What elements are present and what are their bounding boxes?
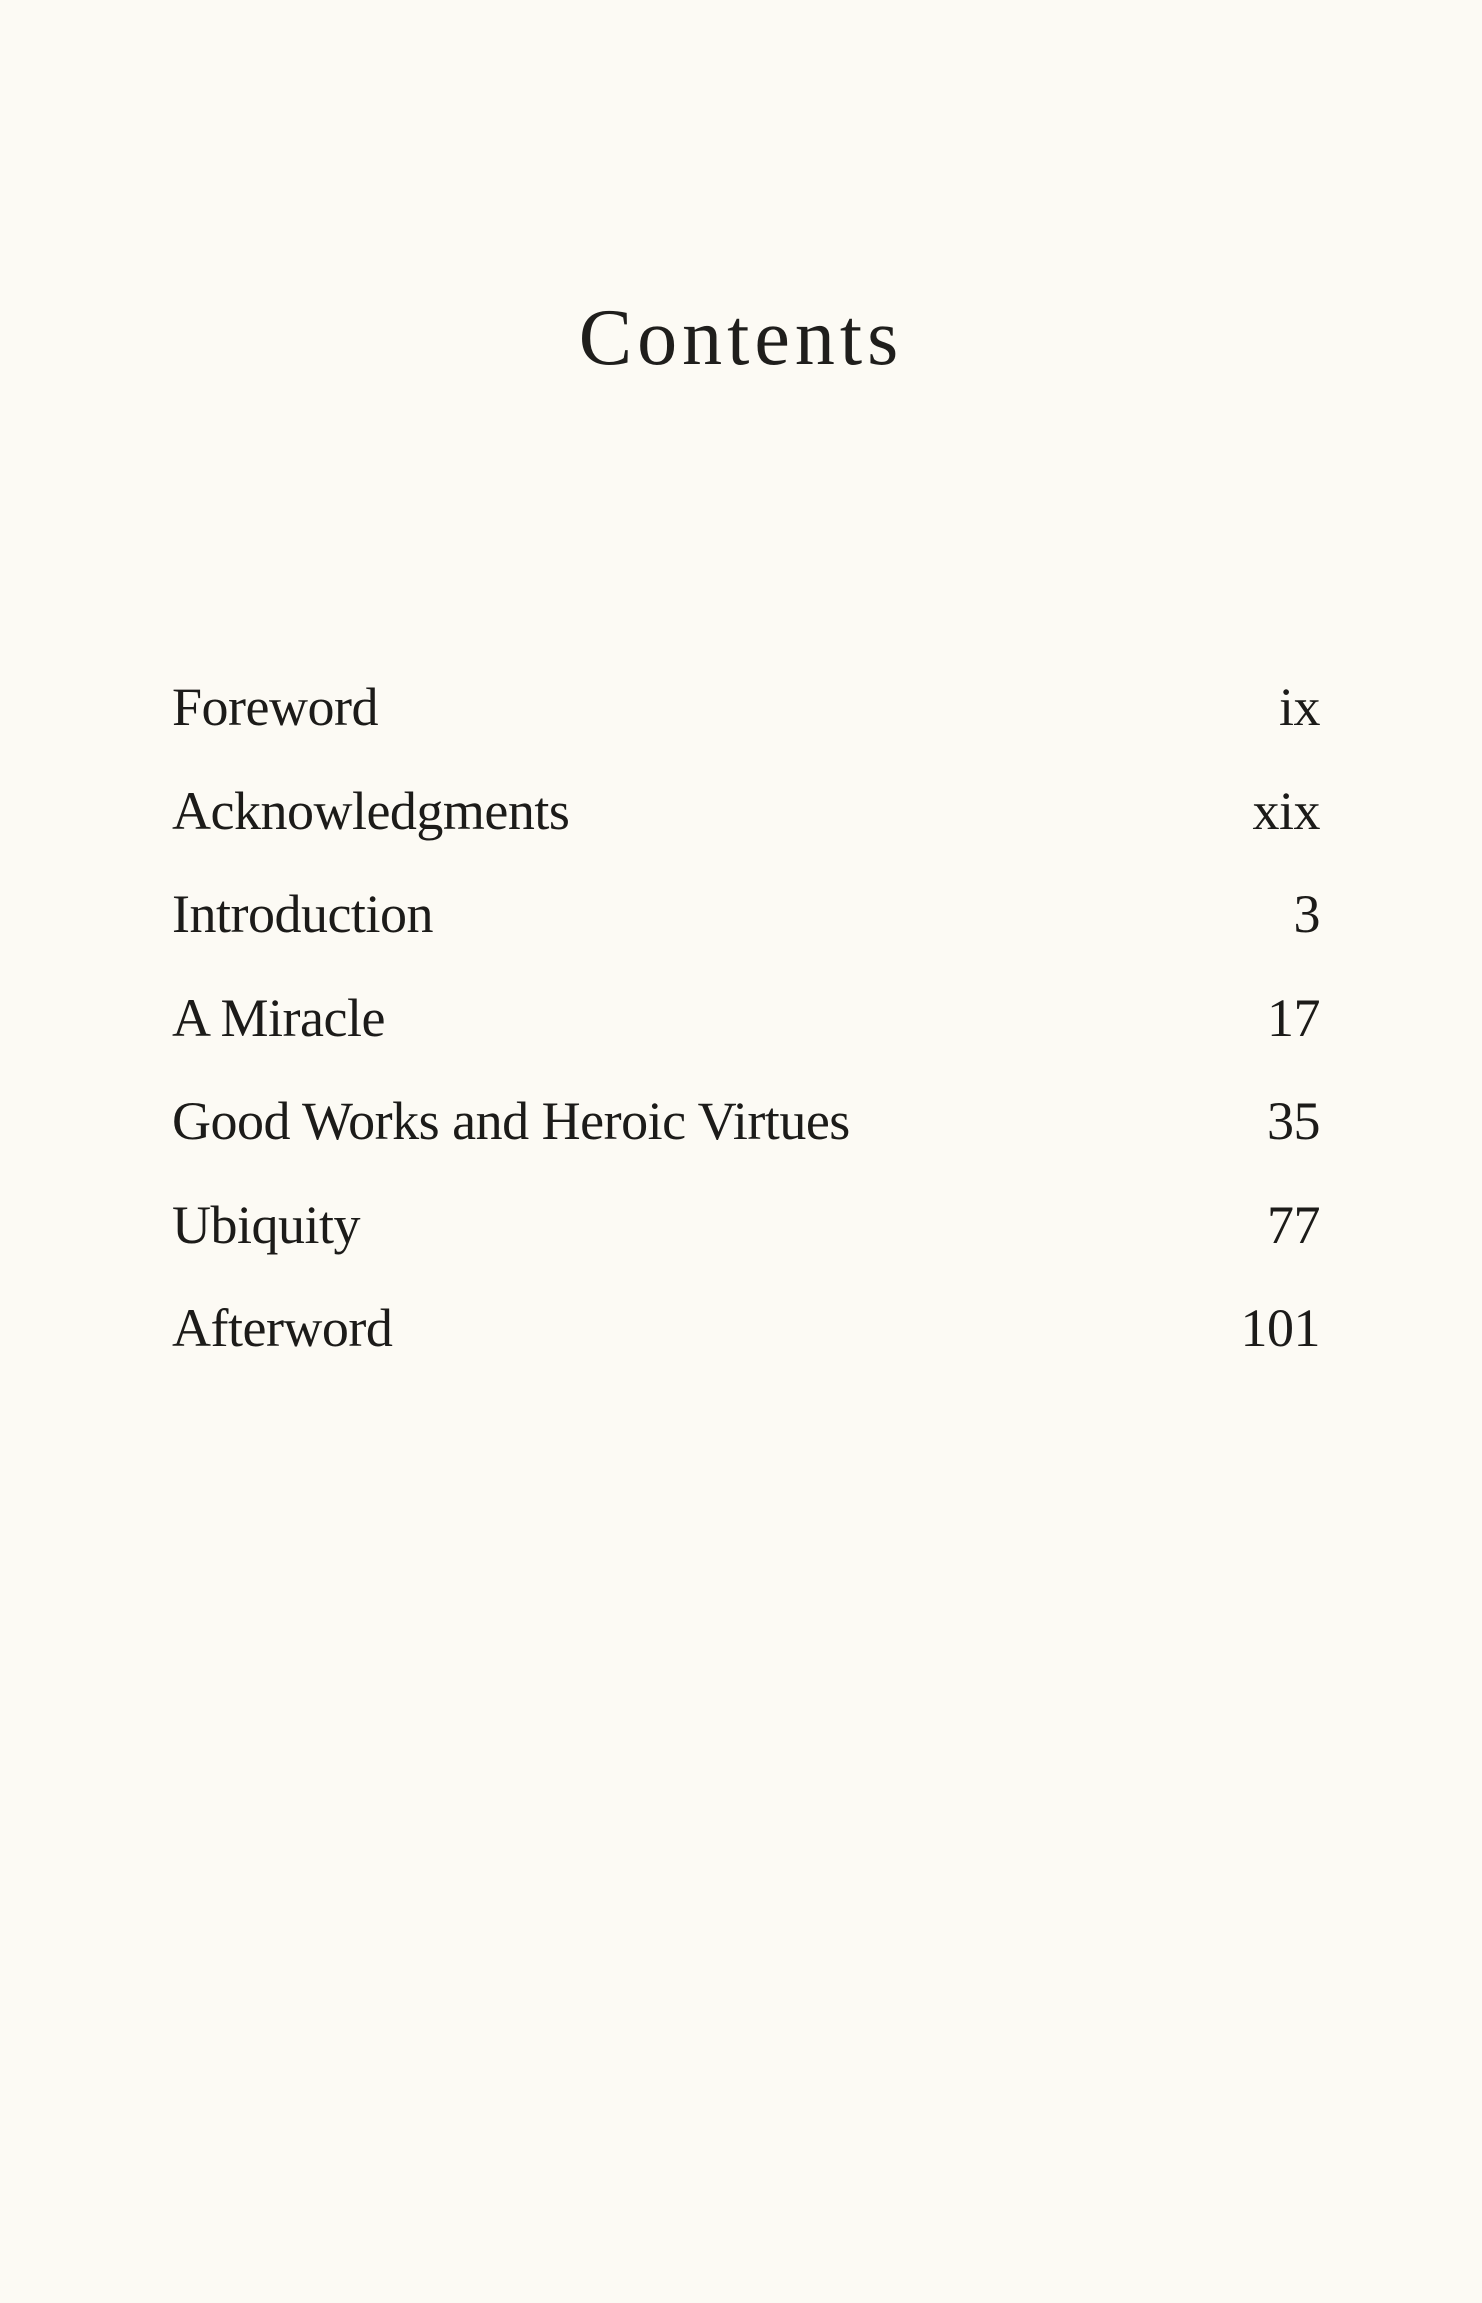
toc-entry-good-works [172, 1091, 1320, 1198]
toc-entry-introduction [172, 884, 1320, 991]
table-of-contents [172, 677, 1320, 1405]
toc-entry-label: Good Works and Heroic Virtues [172, 1091, 850, 1151]
toc-entry-label: Foreword [172, 677, 378, 737]
page-title: Contents [578, 294, 904, 382]
toc-entry-a-miracle [172, 987, 1320, 1095]
toc-entry-page-number: 77 [1267, 1194, 1320, 1255]
toc-entry-page-number: xix [1252, 780, 1320, 841]
toc-entry-foreword [172, 677, 1320, 784]
toc-entry-label: Afterword [172, 1298, 393, 1358]
toc-entry-page-number: 3 [1293, 884, 1320, 944]
toc-entry-page-number: 35 [1267, 1091, 1320, 1151]
toc-entry-page-number: ix [1278, 677, 1320, 737]
toc-entry-page-number: 17 [1267, 987, 1320, 1048]
toc-entry-label: Introduction [172, 884, 433, 944]
toc-entry-page-number: 101 [1240, 1298, 1320, 1358]
toc-entry-label: Ubiquity [172, 1194, 361, 1255]
toc-entry-acknowledgments [172, 780, 1320, 888]
toc-entry-ubiquity [172, 1194, 1320, 1302]
toc-entry-label: Acknowledgments [172, 780, 570, 841]
toc-entry-afterword [172, 1298, 1320, 1405]
toc-entry-label: A Miracle [172, 987, 385, 1048]
